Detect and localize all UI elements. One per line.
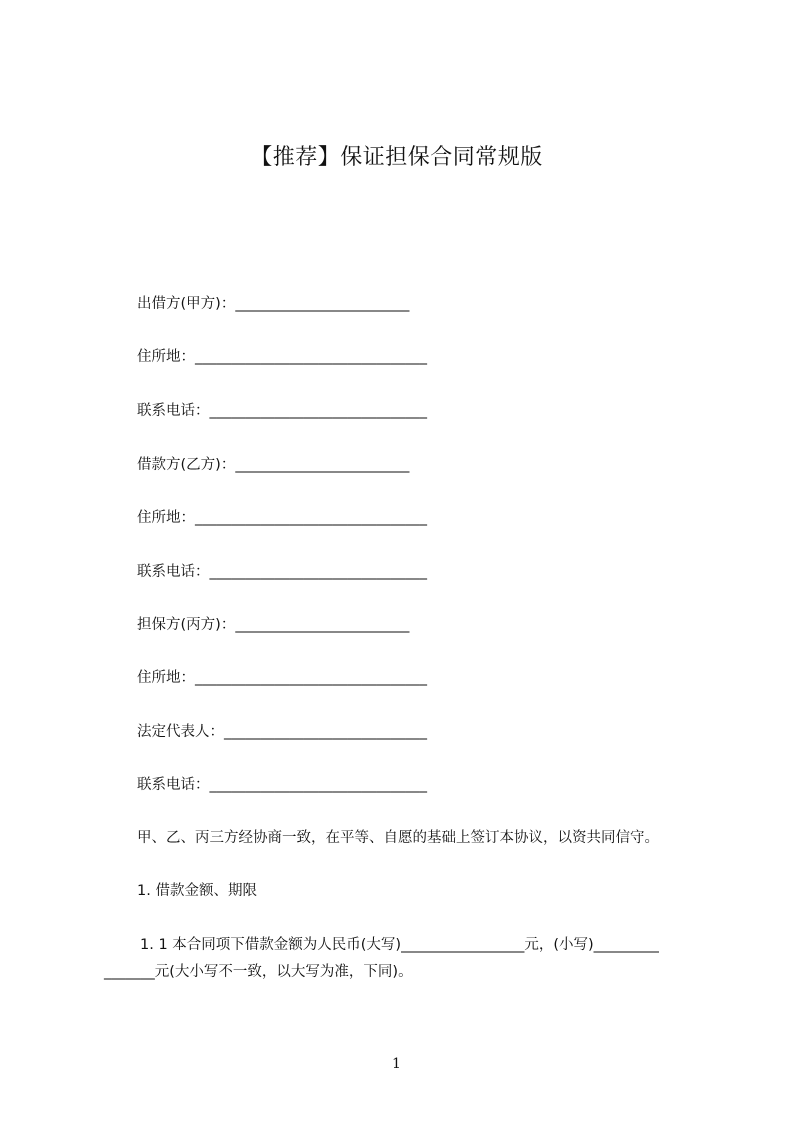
lender-phone-field: 联系电话：______________________________ [137, 403, 427, 419]
document-title: 【推荐】保证担保合同常规版 [250, 145, 543, 170]
section-heading: 1. 借款金额、期限 [137, 883, 257, 899]
borrower-phone-field: 联系电话：______________________________ [137, 564, 427, 580]
intro-paragraph: 甲、乙、丙三方经协商一致，在平等、自愿的基础上签订本协议，以资共同信守。 [137, 830, 659, 846]
borrower-address-field: 住所地：________________________________ [137, 510, 427, 526]
lender-field: 出借方(甲方)：________________________ [137, 296, 410, 312]
guarantor-address-field: 住所地：________________________________ [137, 670, 427, 686]
clause-line-2: _______元(大小写不一致，以大写为准，下同)。 [104, 964, 413, 980]
guarantor-field: 担保方(丙方)：________________________ [137, 617, 410, 633]
clause-line-1: 1. 1 本合同项下借款金额为人民币(大写)_________________元，(小写)_________ [140, 937, 659, 953]
lender-address-field: 住所地：________________________________ [137, 349, 427, 365]
page-number: 1 [392, 1056, 401, 1072]
borrower-field: 借款方(乙方)：________________________ [137, 457, 410, 473]
legal-representative-field: 法定代表人：____________________________ [137, 724, 427, 740]
guarantor-phone-field: 联系电话：______________________________ [137, 777, 427, 793]
